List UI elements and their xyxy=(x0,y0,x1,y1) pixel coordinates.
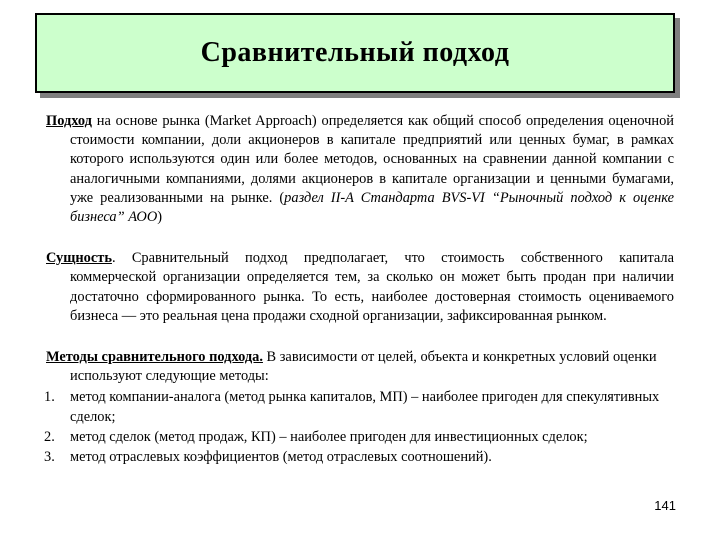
slide-content xyxy=(46,112,674,468)
method-number: 2. xyxy=(44,428,55,445)
paragraph-methods xyxy=(46,348,674,386)
approach-text: на основе рынка (Market Approach) определяется как общий способ определения оценочной стоимости компании, доли акционеров в капитале предприятий или ценных бумаг, в рамках которого используются один или более методов, основанных на сравнении данной компании с аналогичными компаниями, долями акционеров в капитале организации и ценными бумагами, уже реализованными на рынке. ( xyxy=(70,113,674,206)
method-item xyxy=(46,428,674,447)
methods-intro-text: В зависимости от целей, объекта и конкретных условий оценки используют следующие методы: xyxy=(70,349,657,385)
method-item xyxy=(46,448,674,467)
slide-title: Сравнительный подход xyxy=(200,37,510,68)
method-number: 1. xyxy=(44,389,55,406)
title-box xyxy=(35,13,675,93)
method-text: метод сделок (метод продаж, КП) – наиболее пригоден для инвестиционных сделок; xyxy=(70,428,588,445)
term-approach: Подход xyxy=(46,113,92,129)
essence-text: . Сравнительный подход предполагает, что стоимость собственного капитала коммерческой организации определяется тем, за сколько он может быть продан при наличии достаточно сформированного рынка. То есть, наиболее достоверная стоимость оцениваемого бизнеса — это реальная цена продажи сходной организации, зафиксированная рынком. xyxy=(70,250,674,324)
paragraph-essence xyxy=(46,249,674,326)
term-essence: Сущность xyxy=(46,250,112,267)
method-number: 3. xyxy=(44,449,55,466)
term-methods: Методы сравнительного подхода. xyxy=(46,349,263,366)
paragraph-approach xyxy=(46,112,674,227)
approach-citation-close: ) xyxy=(157,209,163,226)
methods-list xyxy=(46,388,674,467)
method-text: метод компании-аналога (метод рынка капиталов, МП) – наиболее пригоден для спекулятивных сделок; xyxy=(70,389,660,425)
approach-citation: раздел II-A Стандарта BVS-VI “Рыночный подход к оценке бизнеса” АОО xyxy=(70,189,674,226)
page-number: 141 xyxy=(654,498,676,513)
method-text: метод отраслевых коэффициентов (метод отраслевых соотношений). xyxy=(70,449,492,466)
method-item xyxy=(46,388,674,426)
